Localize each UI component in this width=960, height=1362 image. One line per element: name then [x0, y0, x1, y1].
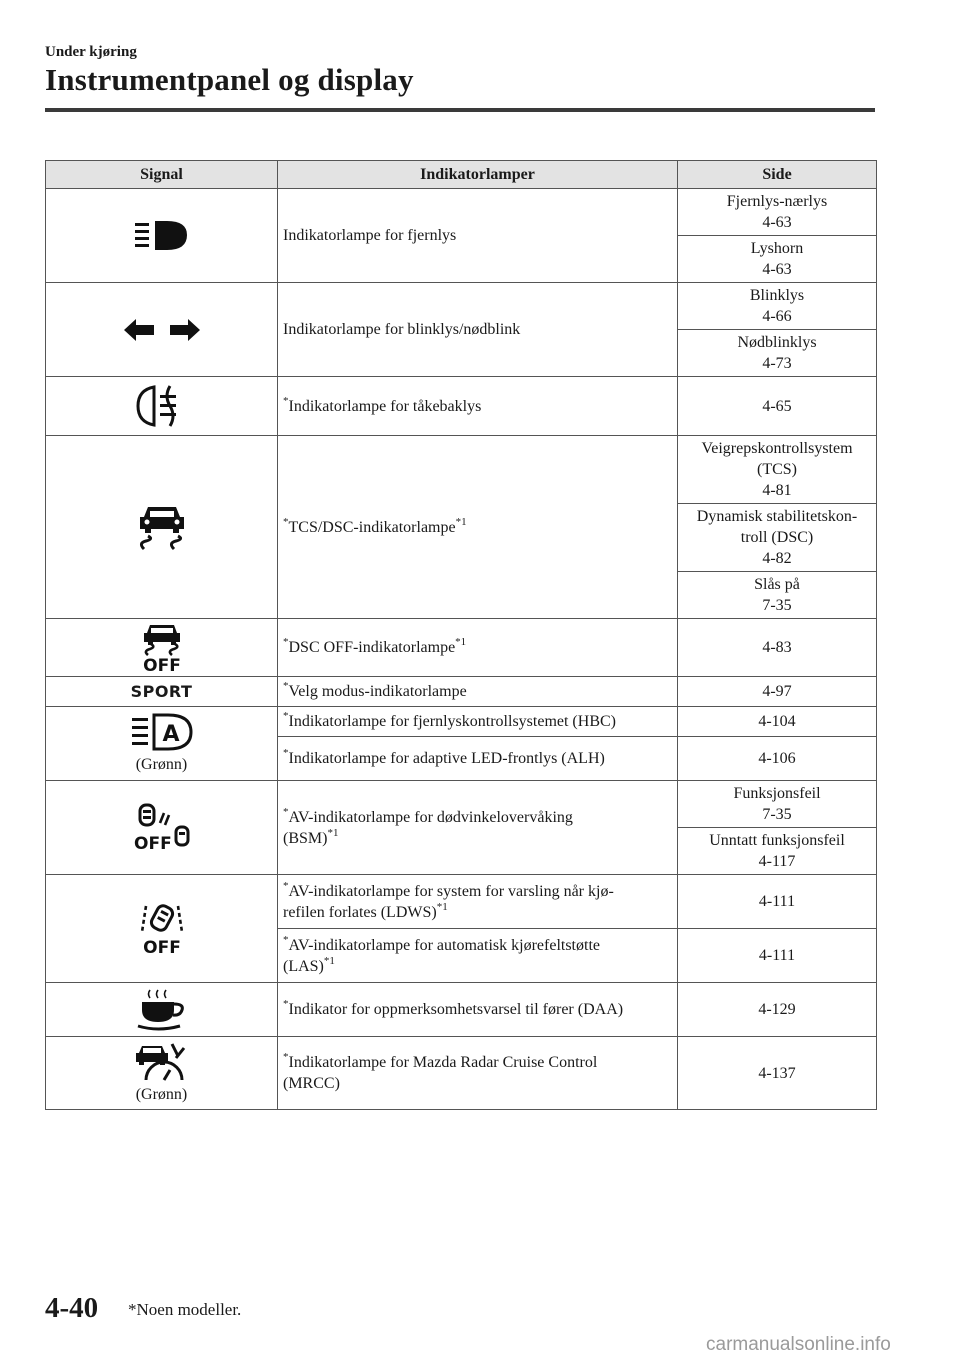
color-caption: (Grønn) — [135, 756, 188, 773]
page-cell: Fjernlys-nærlys 4-63 — [678, 189, 877, 236]
table-header-row — [46, 161, 877, 189]
table-row — [46, 983, 877, 1037]
title-rule — [45, 108, 875, 112]
page-cell: Blinklys 4-66 — [678, 283, 877, 330]
page-cell: Unntatt funksjonsfeil 4-117 — [678, 828, 877, 875]
page-number: 4-40 — [45, 1292, 99, 1324]
signal-cell — [46, 377, 278, 436]
indicator-label: Indikatorlampe for fjernlys — [278, 189, 678, 283]
tcs-dsc-skid-car-icon — [134, 503, 190, 551]
hbc-auto-beam-icon — [128, 712, 196, 752]
page-cell: Nødblinklys 4-73 — [678, 330, 877, 377]
indicator-label: *Indikatorlampe for Mazda Radar Cruise Control (MRCC) — [278, 1037, 678, 1110]
bsm-off-icon — [130, 803, 194, 853]
rear-fog-light-icon — [134, 384, 190, 428]
signal-cell — [46, 875, 278, 983]
page-cell: Dynamisk stabilitetskon- troll (DSC) 4-82 — [678, 504, 877, 572]
table-row — [46, 377, 877, 436]
signal-cell — [46, 436, 278, 619]
section-label: Under kjøring — [45, 44, 137, 60]
indicator-label: *Indikatorlampe for fjernlyskontrollsystemet (HBC) — [278, 707, 678, 737]
table-row — [46, 619, 877, 677]
radar-cruise-icon — [132, 1042, 192, 1082]
page-cell: 4-137 — [678, 1037, 877, 1110]
coffee-cup-icon — [134, 988, 190, 1032]
table-row — [46, 707, 877, 737]
table-row — [46, 436, 877, 504]
indicator-label: *Indikatorlampe for tåkebaklys — [278, 377, 678, 436]
indicator-label: *AV-indikatorlampe for system for varsling når kjø- refilen forlates (LDWS)$^{*1}$ — [278, 875, 678, 929]
svg-text:OFF: OFF — [142, 937, 181, 956]
svg-text:OFF: OFF — [133, 833, 172, 853]
page-cell: 4-104 — [678, 707, 877, 737]
column-header-signal: Signal — [46, 161, 278, 189]
turn-signal-arrows-icon — [122, 317, 202, 343]
page-cell: 4-106 — [678, 737, 877, 781]
table-row — [46, 677, 877, 707]
signal-cell — [46, 781, 278, 875]
table-row — [46, 875, 877, 929]
high-beam-icon — [131, 220, 193, 252]
indicator-label: *Indikator for oppmerksomhetsvarsel til fører (DAA) — [278, 983, 678, 1037]
page-cell: Slås på 7-35 — [678, 572, 877, 619]
signal-cell — [46, 283, 278, 377]
indicator-label: *Velg modus-indikatorlampe — [278, 677, 678, 707]
dsc-off-icon — [130, 623, 194, 673]
page-cell: Veigrepskontrollsystem (TCS) 4-81 — [678, 436, 877, 504]
svg-text:A: A — [161, 722, 180, 747]
signal-cell — [46, 707, 278, 781]
column-header-indicator: Indikatorlamper — [278, 161, 678, 189]
signal-cell — [46, 1037, 278, 1110]
svg-text:OFF: OFF — [142, 655, 181, 673]
table-row — [46, 283, 877, 330]
color-caption: (Grønn) — [135, 1085, 188, 1103]
signal-cell — [46, 619, 278, 677]
page-cell: 4-111 — [678, 929, 877, 983]
page-cell: 4-97 — [678, 677, 877, 707]
indicator-label: *AV-indikatorlampe for automatisk kjørefeltstøtte (LAS)$^{*1}$ — [278, 929, 678, 983]
sport-mode-icon: SPORT — [130, 681, 193, 701]
indicator-label: *AV-indikatorlampe for dødvinkelovervåking (BSM)$^{*1}$ — [278, 781, 678, 875]
page-cell: Lyshorn 4-63 — [678, 236, 877, 283]
page-cell: Funksjonsfeil 7-35 — [678, 781, 877, 828]
signal-cell — [46, 189, 278, 283]
indicator-label: *Indikatorlampe for adaptive LED-frontlys (ALH) — [278, 737, 678, 781]
page-cell: 4-111 — [678, 875, 877, 929]
lane-off-icon — [132, 902, 192, 956]
indicator-label: *DSC OFF-indikatorlampe$^{*1}$ — [278, 619, 678, 677]
page-cell: 4-83 — [678, 619, 877, 677]
indicator-label: Indikatorlampe for blinklys/nødblink — [278, 283, 678, 377]
indicator-label: *TCS/DSC-indikatorlampe$^{*1}$ — [278, 436, 678, 619]
table-row — [46, 1037, 877, 1110]
table-row — [46, 189, 877, 236]
indicator-table — [45, 160, 877, 1110]
page-cell: 4-65 — [678, 377, 877, 436]
watermark: carmanualsonline.info — [706, 1334, 891, 1355]
footnote: *Noen modeller. — [128, 1300, 242, 1319]
signal-cell — [46, 677, 278, 707]
page-cell: 4-129 — [678, 983, 877, 1037]
signal-cell — [46, 983, 278, 1037]
table-row — [46, 781, 877, 828]
page-title: Instrumentpanel og display — [45, 62, 414, 97]
column-header-page: Side — [678, 161, 877, 189]
